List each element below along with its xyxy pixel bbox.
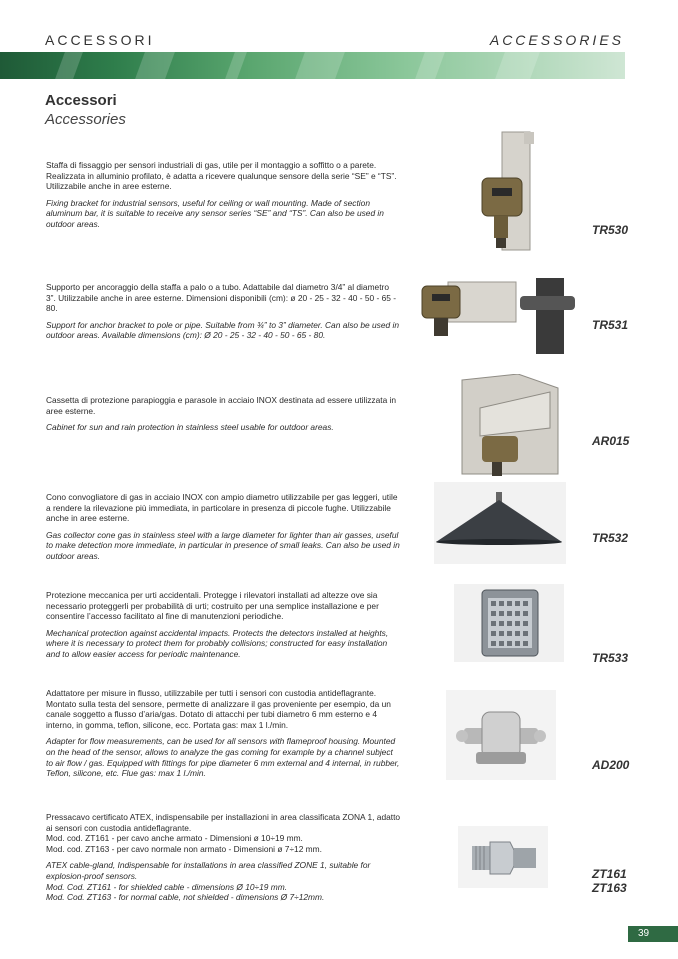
description-en-line2: Mod. Cod. ZT163 - for normal cable, not shielded - dimensions Ø 7÷12mm. [46, 892, 325, 903]
description-en: Mechanical protection against accidental impacts. Protects the detectors installed at heights, where it is necessary to protect them for probably collisions; constructed for easy installation and to allow easier access for periodic maintenance. [46, 627, 389, 659]
zt161-cable-gland-image [458, 826, 548, 888]
product-code-tr530: TR530 [592, 223, 629, 237]
product-code-tr531: TR531 [592, 318, 629, 332]
product-code-zt163: ZT163 [592, 881, 627, 895]
description-en: Support for anchor bracket to pole or pipe. Suitable from ¾” to 3” diameter. Can also be used in outdoor areas. Available dimensions (cm): Ø 20 - 25 - 32 - 40 - 50 - 65 - 80. [46, 319, 400, 341]
tr530-bracket-image [476, 130, 536, 256]
ad200-flow-adapter-image [446, 690, 556, 780]
header-left-title: ACCESSORI [45, 32, 155, 48]
page-number: 39 [628, 926, 678, 942]
product-tr530-description [46, 160, 401, 236]
description-it-line1: Mod. cod. ZT161 - per cavo anche armato - Dimensioni ø 10÷19 mm. [46, 833, 303, 844]
description-en: Adapter for flow measurements, can be used for all sensors with flameproof housing. Mounted on the head of the sensor, allows to analyze the gas coming for example by a channel subject to air flow / gas. Equipped with fittings for pipe diameter 6 mm external and 4 internal, in rubber, Teflon, silicone, etc. Flue gas: max 1 l./min. [46, 736, 400, 779]
description-en: Fixing bracket for industrial sensors, useful for ceiling or wall mounting. Made of section aluminum bar, it is suitable to receive any sensor series “SE” and “TS”. Can also be used in outdoor areas. [46, 197, 384, 229]
product-ar015-description [46, 395, 401, 439]
description-it-line2: Mod. cod. ZT163 - per cavo normale non armato - Dimensioni ø 7÷12 mm. [46, 843, 322, 854]
product-tr533-description [46, 590, 401, 666]
description-it: Cono convogliatore di gas in acciaio INOX con ampio diametro utilizzabile per gas leggeri, utile a rendere la rilevazione più immediata, in particolare in presenza di piccole fughe. Utilizzabile anche in aree esterne. [46, 492, 398, 524]
description-it: Staffa di fissaggio per sensori industriali di gas, utile per il montaggio a soffitto o a parete. Realizzata in alluminio profilato, è adatta a ricevere qualunque sensore della serie “SE” e “TS”. Utilizzabile anche in aree esterne. [46, 160, 397, 192]
description-it: Pressacavo certificato ATEX, indispensabile per installazioni in area classificata ZONA 1, adatto ai sensori con custodia antideflagrante. [46, 812, 401, 833]
product-code-tr532: TR532 [592, 531, 629, 545]
ar015-cabinet-image [458, 374, 562, 479]
description-en-line1: Mod. Cod. ZT161 - for shielded cable - dimensions Ø 10÷19 mm. [46, 881, 288, 892]
product-code-ad200: AD200 [592, 758, 630, 772]
description-it: Protezione meccanica per urti accidentali. Protegge i rilevatori installati ad altezze ove sia necessario proteggerli per probabilità di urti; costruito per una semplice installazione e per consentire l’accesso facilitato al fine di manutenzioni periodiche. [46, 590, 379, 622]
tr533-protection-cage-image [454, 584, 564, 662]
section-title-it: Accessori [45, 92, 117, 109]
description-en: Gas collector cone gas in stainless steel with a large diameter for lighter than air gasses, useful to make detection more immediate, in particular in presence of small leaks. Can also be used in outdoor areas. [46, 529, 400, 561]
description-en: ATEX cable-gland, Indispensable for installations in area classified ZONE 1, suitable for explosion-proof sensors. [46, 860, 371, 881]
description-it: Cassetta di protezione parapioggia e parasole in acciaio INOX destinata ad essere utilizzata in aree esterne. [46, 395, 397, 416]
section-title-en: Accessories [45, 111, 126, 128]
header-green-band [0, 52, 625, 79]
product-code-zt161: ZT161 [592, 867, 627, 881]
description-it: Supporto per ancoraggio della staffa a palo o a tubo. Adattabile dal diametro 3/4” al diametro 3”. Utilizzabile anche in aree esterne. Dimensioni disponibili (cm): ø 20 - 25 - 32 - 40 - 50 - 65 - 80. [46, 282, 397, 314]
header-right-title: ACCESSORIES [489, 32, 624, 48]
product-zt161-zt163-description [46, 812, 401, 909]
product-tr531-description [46, 282, 401, 347]
description-en: Cabinet for sun and rain protection in stainless steel usable for outdoor areas. [46, 422, 334, 433]
product-code-tr533: TR533 [592, 651, 629, 665]
product-tr532-description [46, 492, 401, 568]
description-it: Adattatore per misure in flusso, utilizzabile per tutti i sensori con custodia antideflagrante. Montato sulla testa del sensore, permette di analizzare il gas proveniente per esempio, da un canale soggetto a flusso d’aria/gas. Dotato di attacchi per tubi diametro 6 mm esterno e 4 interno, in gomma, teflon, silicone, ecc. Portata gas: max 1 l./min. [46, 688, 391, 730]
product-code-ar015: AR015 [592, 434, 630, 448]
product-ad200-description [46, 688, 401, 785]
tr532-cone-image [434, 482, 566, 564]
tr531-pole-support-image [420, 276, 575, 356]
